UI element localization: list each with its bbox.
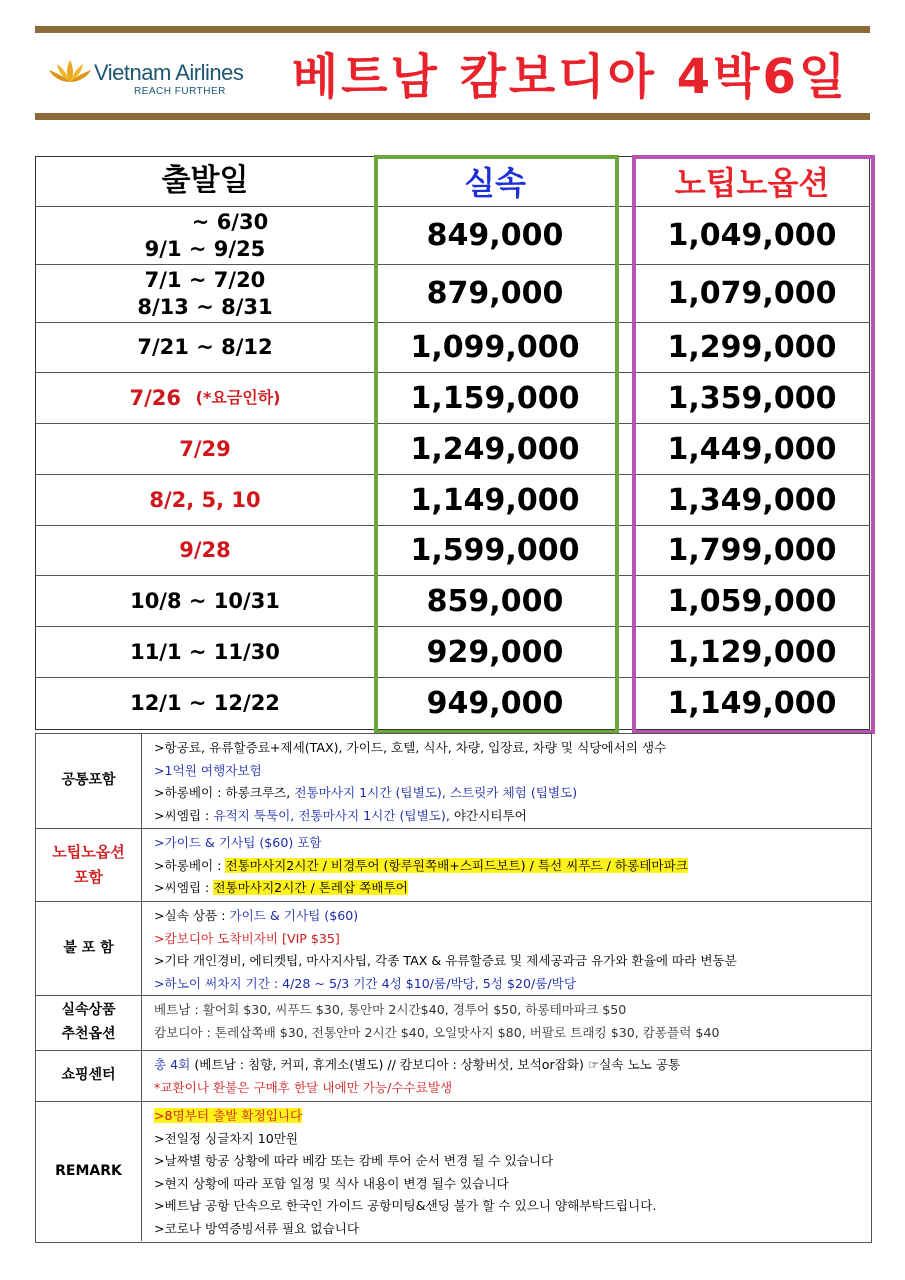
shopping-body: 총 4회 (베트남 : 침향, 커피, 휴게소(별도) // 캄보디아 : 상황버섯, 보석or잡화) ☞실속 노노 공통 *교환이나 환불은 구매후 한달 내에만 가능/수수료발생 [154,1057,681,1095]
excluded-label: 불 포 함 [36,902,142,995]
notip-price-column-frame [632,155,875,734]
options-section [36,996,871,1051]
real-price: 1,599,000 [410,533,580,568]
options-body: 베트남 : 활어회 $30, 씨푸드 $30, 통안마 2시간$40, 경투어 $50, 하롱테마파크 $50 캄보디아 : 톤레삽쪽배 $30, 전통안마 2시간 $40, 오일맛사지 $80, 버팔로 트래킹 $30, 캄퐁플럭 $40 [154,1002,720,1040]
excluded-section [36,902,871,996]
real-price: 879,000 [426,276,564,311]
header-notip-price: 노팁노옵션 [674,164,830,202]
brand-name: Vietnam Airlines [94,60,244,85]
departure-date: 11/1 ~ 11/30 [130,639,280,664]
bottom-divider-bar [35,113,870,120]
real-price: 1,249,000 [410,431,580,467]
notip-price: 1,349,000 [667,482,837,518]
notip-body: >가이드 & 기사팁 ($60) 포함 >하롱베이 : 전통마사지2시간 / 비경투어 (항루원쪽배+스피드보트) / 특선 씨푸드 / 하롱테마파크 >씨엠립 : 전통마사지2시간 / 톤레삽 쪽배투어 [154,835,688,895]
departure-date: ~ 6/30 9/1 ~ 9/25 [144,210,269,261]
info-table [35,733,872,1243]
remark-section [36,1102,871,1241]
top-divider-bar [35,26,870,33]
real-price: 1,159,000 [410,380,580,416]
included-section [36,734,871,829]
real-price: 1,149,000 [410,482,580,518]
real-price: 859,000 [426,583,564,619]
departure-date: 10/8 ~ 10/31 [130,588,280,613]
remark-body: >8명부터 출발 확정입니다 >전일정 싱글차지 10만원 >날짜별 항공 상황에 따라 베캄 또는 캄베 투어 순서 변경 될 수 있습니다 >현지 상황에 따라 포함 일정 및 식사 내용이 변경 될수 있습니다 >베트남 공항 단속으로 한국인 가이드 공항미팅&샌딩 불가 할 수 있으니 양해부탁드립니다. >코로나 방역증빙서류 필요 없습니다 [154,1108,657,1236]
remark-label: REMARK [36,1102,142,1241]
notip-price: 1,299,000 [667,330,837,365]
departure-date: 7/1 ~ 7/20 8/13 ~ 8/31 [137,268,273,319]
included-label: 공통포함 [36,734,142,828]
real-price: 849,000 [426,218,564,253]
departure-date: 8/2, 5, 10 [149,487,261,512]
notip-label: 노팁노옵션 포함 [36,829,142,901]
real-price: 949,000 [426,685,564,721]
shopping-label: 쇼핑센터 [36,1051,142,1101]
options-label: 실속상품 추천옵션 [36,996,142,1050]
notip-price: 1,149,000 [667,685,837,721]
departure-date: 7/29 [179,436,231,461]
excluded-body: >실속 상품 : 가이드 & 기사팁 ($60) >캄보디아 도착비자비 [VIP $35] >기타 개인경비, 에티켓팁, 마사지사팁, 각종 TAX & 유류할증료 및 제세공과금 유가와 환율에 따라 변동분 >하노이 써차지 기간 : 4/28 ~ 5/3 기간 4성 $10/룸/박당, 5성 $20/룸/박당 [154,908,737,991]
notip-section [36,829,871,902]
real-price: 929,000 [426,634,564,670]
notip-price: 1,449,000 [667,431,837,467]
notip-price: 1,079,000 [667,276,837,311]
header-real-price: 실속 [464,164,526,202]
price-cut-note: (*요금인하) [195,388,281,407]
departure-date: 7/26 (*요금인하) [129,385,281,410]
real-price-column-frame [374,155,619,734]
notip-price: 1,129,000 [667,634,837,670]
departure-date: 9/28 [179,538,231,563]
included-body: >항공료, 유류할증료+제세(TAX), 가이드, 호텔, 식사, 차량, 입장료, 차량 및 식당에서의 생수 >1억원 여행자보험 >하롱베이 : 하롱크루즈, 전통마사지 1시간 (팁별도), 스트릿카 체험 (팁별도) >씨엠립 : 유적지 툭툭이, 전통마사지 1시간 (팁별도), 야간시티투어 [154,740,667,823]
header-departure-date: 출발일 [161,163,249,199]
brand-tagline: REACH FURTHER [134,86,226,97]
notip-price: 1,049,000 [667,218,837,253]
shopping-section [36,1051,871,1102]
notip-price: 1,059,000 [667,583,837,619]
notip-price: 1,799,000 [667,533,837,568]
page-title: 베트남 캄보디아 4박6일 [291,49,849,105]
vietnam-airlines-logo [48,56,263,100]
notip-price: 1,359,000 [667,380,837,416]
departure-date: 12/1 ~ 12/22 [130,690,280,715]
lotus-icon [48,56,92,86]
departure-date: 7/21 ~ 8/12 [137,335,273,360]
real-price: 1,099,000 [410,330,580,365]
